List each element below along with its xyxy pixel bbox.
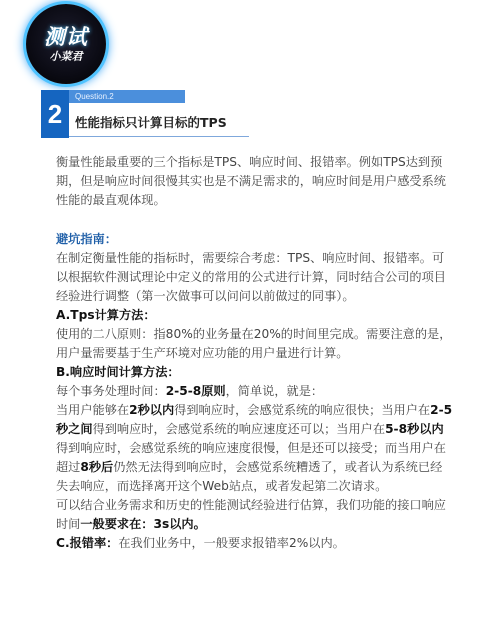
- section-c-line: [56, 534, 454, 553]
- section-c-heading: C.报错率：: [56, 536, 119, 550]
- rule-prefix: 每个事务处理时间：: [56, 384, 166, 398]
- guide-heading: 避坑指南：: [56, 232, 117, 246]
- detail-text-1: 当用户能够在: [56, 403, 130, 417]
- estimate-text: 可以结合业务需求和历史的性能测试经验进行估算，我们功能的接口响应时间: [56, 498, 446, 531]
- section-b-detail-paragraph: [56, 401, 454, 496]
- logo-title: 测试: [44, 23, 88, 49]
- detail-text-4: 得到响应时，会感觉系统的响应速度很慢，但是还可以接受；而当用户在超过: [56, 441, 446, 474]
- estimate-bold: 一般要求在：: [80, 517, 154, 531]
- section-a-paragraph: 使用的二八原则：指80%的业务量在20%的时间里完成。需要注意的是，用户量需要基于生产环境对应功能的用户量进行计算。: [56, 327, 452, 360]
- estimate-suffix: 以内。: [169, 517, 206, 531]
- rule-name: 2-5-8原则: [165, 384, 226, 398]
- detail-bold-3: 5-8秒以内: [385, 422, 444, 436]
- estimate-value: 3s: [153, 517, 170, 531]
- section-b-heading: B.响应时间计算方法：: [56, 365, 180, 379]
- question-number: 2: [41, 90, 69, 138]
- logo: [26, 4, 106, 84]
- detail-text-2: 得到响应时，会感觉系统的响应很快；当用户在: [174, 403, 431, 417]
- detail-bold-4: 8秒后: [80, 460, 114, 474]
- article-body: [56, 153, 454, 553]
- section-c-text: 在我们业务中，一般要求报错率2%以内。: [118, 536, 345, 550]
- detail-text-3: 得到响应时，会感觉系统的响应速度还可以；当用户在: [92, 422, 386, 436]
- detail-text-5: 仍然无法得到响应时，会感觉系统糟透了，或者认为系统已经失去响应，而选择离开这个Web站点，或者发起第二次请求。: [56, 460, 443, 493]
- detail-bold-2: 2-5秒之间: [56, 403, 453, 436]
- section-a-heading: A.Tps计算方法：: [56, 308, 156, 322]
- guide-paragraph: 在制定衡量性能的指标时，需要综合考虑：TPS、响应时间、报错率。可以根据软件测试理论中定义的常用的公式进行计算，同时结合公司的项目经验进行调整（第一次做事可以问问以前做过的同事）。: [56, 251, 446, 303]
- title-underline: [69, 136, 249, 137]
- section-b-estimate-paragraph: [56, 496, 454, 534]
- question-tag: Question.2: [69, 90, 185, 103]
- question-header: [41, 90, 251, 138]
- section-b-rule-line: [56, 382, 454, 401]
- logo-subtitle: 小菜君: [49, 49, 83, 63]
- rule-suffix: ，简单说，就是：: [225, 384, 324, 398]
- intro-paragraph: 衡量性能最重要的三个指标是TPS、响应时间、报错率。例如TPS达到预期，但是响应时间很慢其实也是不满足需求的，响应时间是用户感受系统性能的最直观体现。: [56, 155, 446, 207]
- question-title: 性能指标只计算目标的TPS: [75, 115, 227, 130]
- detail-bold-1: 2秒以内: [129, 403, 175, 417]
